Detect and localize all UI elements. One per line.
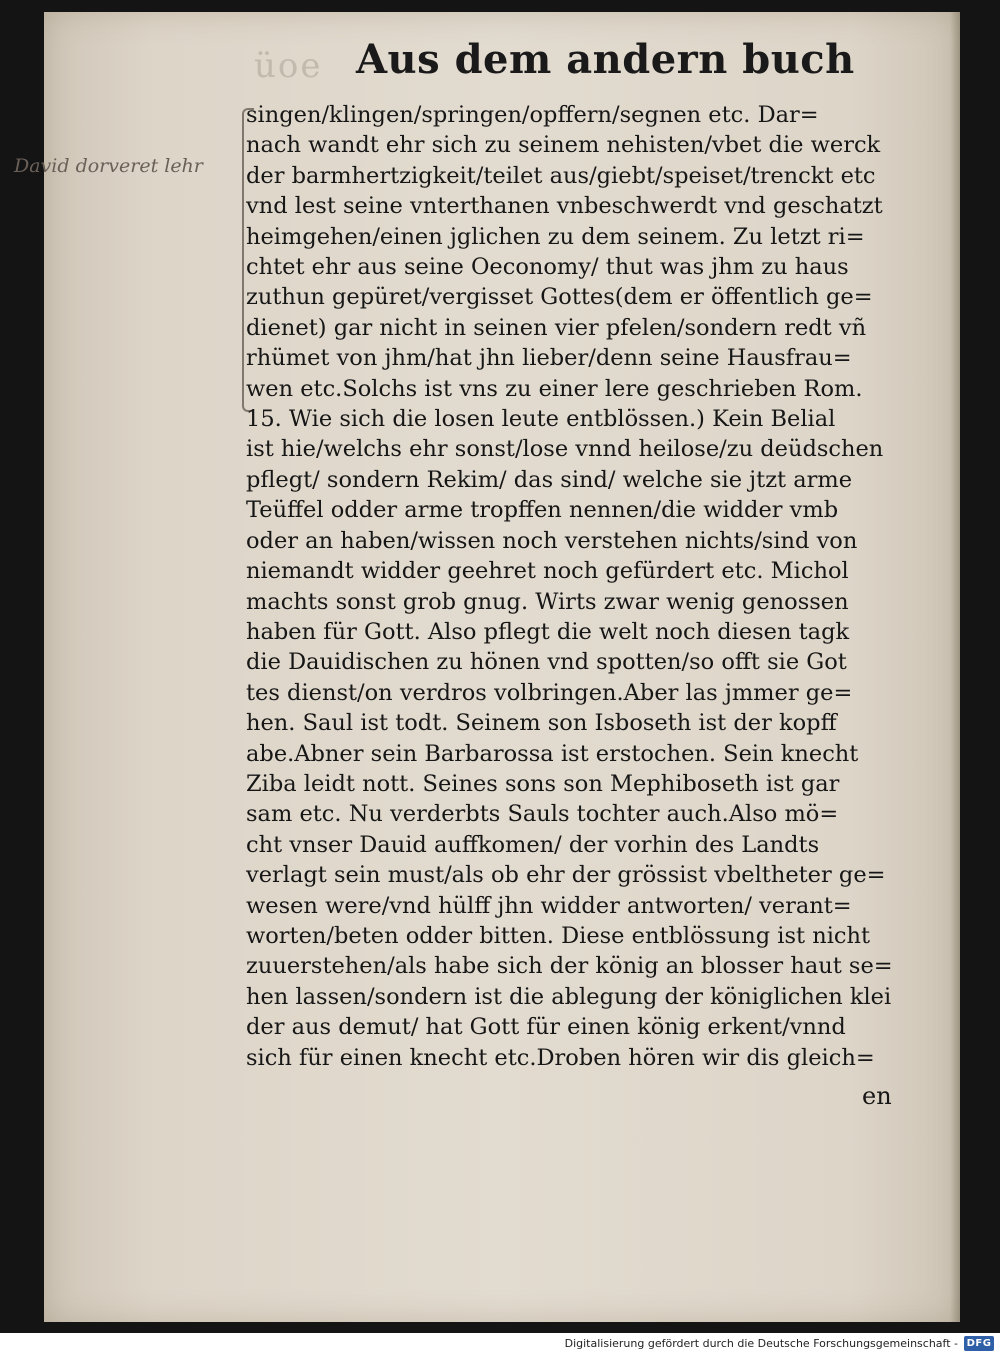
- text-line: wesen were/vnd hülff jhn widder antworten/ verant=: [246, 892, 852, 919]
- text-line: chtet ehr aus seine Oeconomy/ thut was jhm zu haus: [246, 254, 849, 281]
- text-line: hen. Saul ist todt. Seinem son Isboseth ist der kopff: [246, 710, 837, 737]
- text-line: oder an haben/wissen noch verstehen nichts/sind von: [246, 527, 858, 554]
- text-line: Ziba leidt nott. Seines sons son Mephiboseth ist gar: [246, 770, 840, 797]
- text-line: dienet) gar nicht in seinen vier pfelen/sondern redt vñ: [246, 314, 867, 341]
- text-line: sam etc. Nu verderbts Sauls tochter auch.Also mö=: [246, 801, 839, 828]
- text-line: 15. Wie sich die losen leute entblössen.) Kein Belial: [246, 406, 836, 433]
- text-line: abe.Abner sein Barbarossa ist erstochen. Sein knecht: [246, 740, 859, 767]
- text-line: der aus demut/ hat Gott für einen könig erkent/vnnd: [246, 1014, 846, 1041]
- text-line: niemandt widder geehret noch gefürdert etc. Michol: [246, 558, 849, 585]
- text-line: rhümet von jhm/hat jhn lieber/denn seine Hausfrau=: [246, 345, 852, 372]
- catchword: en: [862, 1082, 892, 1110]
- text-line: heimgehen/einen jglichen zu dem seinem. Zu letzt ri=: [246, 223, 865, 250]
- text-line: pflegt/ sondern Rekim/ das sind/ welche sie jtzt arme: [246, 466, 853, 493]
- funding-notice: Digitalisierung gefördert durch die Deutsche Forschungsgemeinschaft -: [564, 1337, 958, 1350]
- text-line: wen etc.Solchs ist vns zu einer lere geschrieben Rom.: [246, 375, 863, 402]
- footer-bar: [0, 1333, 1000, 1355]
- body-text: [246, 100, 896, 1073]
- text-line: cht vnser Dauid auffkomen/ der vorhin des Landts: [246, 831, 820, 858]
- dfg-logo: DFG: [964, 1336, 994, 1351]
- text-line: verlagt sein must/als ob ehr der grössist vbeltheter ge=: [246, 862, 886, 889]
- text-line: tes dienst/on verdros volbringen.Aber las jmmer ge=: [246, 679, 853, 706]
- running-head: Aus dem andern buch: [356, 36, 855, 83]
- text-line: ist hie/welchs ehr sonst/lose vnnd heilose/zu deüdschen: [246, 436, 884, 463]
- text-line: machts sonst grob gnug. Wirts zwar wenig genossen: [246, 588, 849, 615]
- text-line: singen/klingen/springen/opffern/segnen etc. Dar=: [246, 102, 819, 128]
- text-line: der barmhertzigkeit/teilet aus/giebt/speiset/trenckt etc: [246, 162, 876, 189]
- text-line: sich für einen knecht etc.Droben hören wir dis gleich=: [246, 1044, 875, 1071]
- text-line: worten/beten odder bitten. Diese entblössung ist nicht: [246, 922, 871, 949]
- text-line: nach wandt ehr sich zu seinem nehisten/vbet die werck: [246, 132, 881, 159]
- text-line: haben für Gott. Also pflegt die welt noch diesen tagk: [246, 618, 850, 645]
- text-line: hen lassen/sondern ist die ablegung der königlichen klei: [246, 983, 892, 1010]
- show-through-text: üoe: [254, 46, 323, 86]
- handwritten-margin-note: David dorveret lehr: [14, 155, 203, 177]
- text-line: zuthun gepüret/vergisset Gottes(dem er öffentlich ge=: [246, 284, 873, 311]
- text-line: die Dauidischen zu hönen vnd spotten/so offt sie Got: [246, 649, 847, 676]
- text-line: Teüffel odder arme tropffen nennen/die widder vmb: [246, 497, 839, 524]
- page-edge-shadow: [950, 12, 960, 1322]
- text-line: zuuerstehen/als habe sich der könig an blosser haut se=: [246, 953, 893, 980]
- text-line: vnd lest seine vnterthanen vnbeschwerdt vnd geschatzt: [246, 193, 883, 220]
